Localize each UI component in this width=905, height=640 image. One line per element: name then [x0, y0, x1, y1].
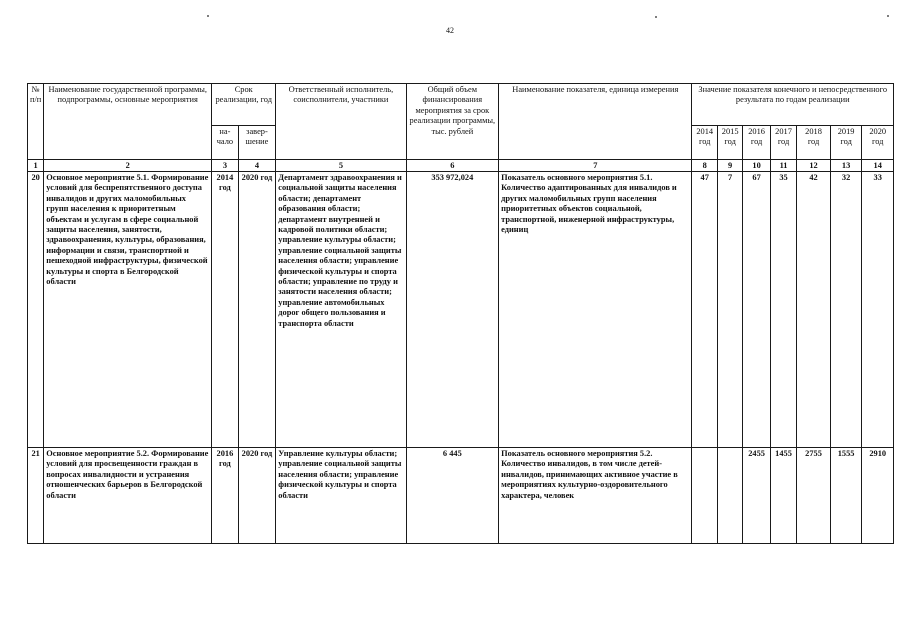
- header-year: 2020 год: [862, 126, 894, 160]
- row-number: 20: [28, 172, 44, 448]
- column-number: 9: [717, 160, 742, 172]
- indicator-value: 2910: [862, 448, 894, 544]
- indicator-value: 7: [717, 172, 742, 448]
- indicator-value: 35: [770, 172, 796, 448]
- indicator-value: 1555: [830, 448, 862, 544]
- responsible-executors: Департамент здравоохранения и социальной защиты населения области; департамент образования области; департамент внутренней и кадровой политики области; управление культуры области; управление социальной защиты населения области; управление физической культуры и спорта области; управление по труду и занятости населения области; управление автомобильных дорог общего пользования и транспорта области: [276, 172, 406, 448]
- header-term-end: завер-шение: [238, 126, 276, 160]
- header-indicator: Наименование показателя, единица измерения: [499, 84, 692, 160]
- indicator-value: 32: [830, 172, 862, 448]
- column-number: 3: [212, 160, 238, 172]
- measure-name: Основное мероприятие 5.2. Формирование условий для просвещенности граждан в вопросах инвалидности и устранения отношенческих барьеров в Белгородской области: [44, 448, 212, 544]
- indicator-value: 33: [862, 172, 894, 448]
- header-values: Значение показателя конечного и непосредственного результата по годам реализации: [692, 84, 894, 126]
- column-number: 5: [276, 160, 406, 172]
- indicator-value: 1455: [770, 448, 796, 544]
- header-num: № п/п: [28, 84, 44, 160]
- header-term-start: на-чало: [212, 126, 238, 160]
- header-year: 2016 год: [743, 126, 770, 160]
- start-year: 2014 год: [212, 172, 238, 448]
- column-number: 14: [862, 160, 894, 172]
- column-number-row: [28, 160, 894, 172]
- column-number: 12: [797, 160, 831, 172]
- header-name: Наименование государственной программы, подпрограммы, основные мероприятия: [44, 84, 212, 160]
- header-responsible: Ответственный исполнитель, соисполнители, участники: [276, 84, 406, 160]
- responsible-executors: Управление культуры области; управление социальной защиты населения области; управление физической культуры и спорта области: [276, 448, 406, 544]
- indicator-description: Показатель основного мероприятия 5.1. Количество адаптированных для инвалидов и других маломобильных групп населения приоритетных объектов социальной, транспортной, инженерной инфраструктуры, единиц: [499, 172, 692, 448]
- indicator-description: Показатель основного мероприятия 5.2. Количество инвалидов, в том числе детей-инвалидов, принимающих активное участие в мероприятиях культурно-оздоровительного характера, человек: [499, 448, 692, 544]
- table-row: [28, 172, 894, 448]
- header-year: 2017 год: [770, 126, 796, 160]
- indicator-value: 2755: [797, 448, 831, 544]
- scan-speck: [655, 16, 657, 18]
- indicator-value: [717, 448, 742, 544]
- column-number: 13: [830, 160, 862, 172]
- column-number: 11: [770, 160, 796, 172]
- header-year: 2019 год: [830, 126, 862, 160]
- column-number: 8: [692, 160, 717, 172]
- row-number: 21: [28, 448, 44, 544]
- funding-volume: 353 972,024: [406, 172, 499, 448]
- measure-name: Основное мероприятие 5.1. Формирование условий для беспрепятственного доступа инвалидов и других маломобильных групп населения к приоритетным объектам и услугам в сфере социальной защиты населения, занятости, здравоохранения, культуры, образования, информации и связи, транспортной и пешеходной инфраструктуры, физической культуры и спорта в Белгородской области: [44, 172, 212, 448]
- page-number: 42: [446, 26, 454, 35]
- end-year: 2020 год: [238, 448, 276, 544]
- column-number: 2: [44, 160, 212, 172]
- start-year: 2016 год: [212, 448, 238, 544]
- indicator-value: 47: [692, 172, 717, 448]
- indicator-value: [692, 448, 717, 544]
- table-row: [28, 448, 894, 544]
- scan-speck: [887, 15, 889, 17]
- end-year: 2020 год: [238, 172, 276, 448]
- column-number: 4: [238, 160, 276, 172]
- header-volume: Общий объем финансирования мероприятия за срок реализации программы, тыс. рублей: [406, 84, 499, 160]
- header-row: [28, 84, 894, 126]
- header-year: 2014 год: [692, 126, 717, 160]
- column-number: 7: [499, 160, 692, 172]
- header-term: Срок реализации, год: [212, 84, 276, 126]
- column-number: 1: [28, 160, 44, 172]
- indicator-value: 67: [743, 172, 770, 448]
- indicator-value: 2455: [743, 448, 770, 544]
- funding-volume: 6 445: [406, 448, 499, 544]
- program-table: [27, 83, 894, 544]
- header-year: 2015 год: [717, 126, 742, 160]
- column-number: 6: [406, 160, 499, 172]
- header-year: 2018 год: [797, 126, 831, 160]
- indicator-value: 42: [797, 172, 831, 448]
- scan-speck: [207, 15, 209, 17]
- column-number: 10: [743, 160, 770, 172]
